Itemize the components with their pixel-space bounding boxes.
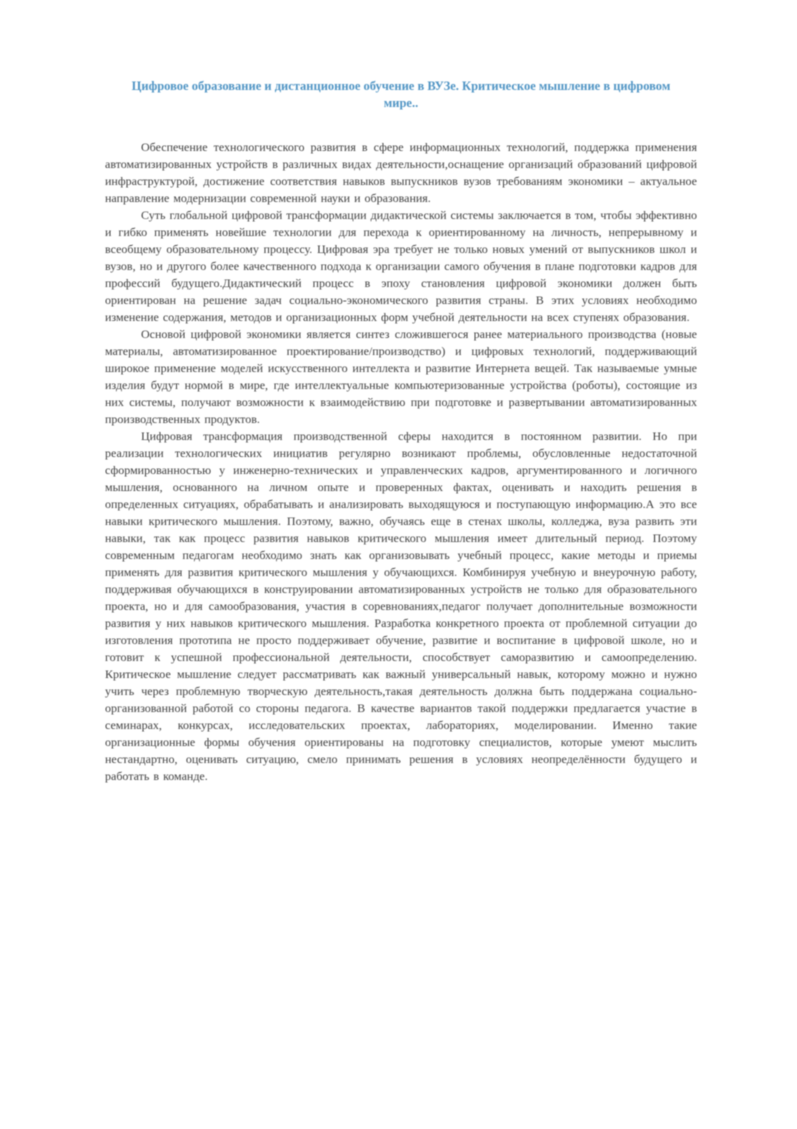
paragraph: Обеспечение технологического развития в сфере информационных технологий, поддержка применения автоматизированных устройств в различных видах деятельности,оснащение организаций образований цифровой инфраструктурой, достижение соответствия навыков выпускников вузов требованиям экономики – актуальное направление модернизации современной науки и образования. (105, 140, 697, 205)
document-title: Цифровое образование и дистанционное обучение в ВУЗе. Критическое мышление в цифровом мире.. (131, 79, 671, 110)
paragraph: Цифровая трансформация производственной сферы находится в постоянном развитии. Но при реализации технологических инициатив регулярно возникают проблемы, обусловленные недостаточной сформированностью у инженерно-технических и управленческих кадров, аргументированного и логичного мышления, основанного на личном опыте и проверенных фактах, оценивать и находить решения в определенных ситуациях, обрабатывать и анализировать выходящуюся и поступающую информацию.А это все навыки критического мышления. Поэтому, важно, обучаясь еще в стенах школы, колледжа, вуза развить эти навыки, так как процесс развития навыков критического мышления имеет длительный период. Поэтому современным педагогам необходимо знать как организовывать учебный процесс, какие методы и приемы применять для развития критического мышления у обучающихся. Комбинируя учебную и внеурочную работу, поддерживая обучающихся в конструировании автоматизированных устройств не только для образовательного проекта, но и для самообразования, участия в соревнованиях,педагог получает дополнительные возможности развития у них навыков критического мышления. Разработка конкретного проекта от проблемной ситуации до изготовления прототипа не просто поддерживает обучение, развитие и воспитание в цифровой школе, но и готовит к успешной профессиональной деятельности, способствует саморазвитию и самоопределению. Критическое мышление следует рассматривать как важный универсальный навык, которому можно и нужно учить через проблемную творческую деятельность,такая деятельность должна быть поддержана социально-организованной работой со стороны педагога. В качестве вариантов такой поддержки предлагается участие в семинарах, конкурсах, исследовательских проектах, лабораториях, моделировании. Именно такие организационные формы обучения ориентированы на подготовку специалистов, которые умеют мыслить нестандартно, оценивать ситуацию, смело принимать решения в условиях неопределённости будущего и работать в команде. (105, 429, 697, 783)
document-content (105, 78, 697, 785)
paragraph: Суть глобальной цифровой трансформации дидактической системы заключается в том, чтобы эффективно и гибко применять новейшие технологии для перехода к ориентированному на личность, непрерывному и всеобщему образовательному процессу. Цифровая эра требует не только новых умений от выпускников школ и вузов, но и другого более качественного подхода к организации самого обучения в плане подготовки кадров для профессий будущего.Дидактический процесс в эпоху становления цифровой экономики должен быть ориентирован на решение задач социально-экономического развития страны. В этих условиях необходимо изменение содержания, методов и организационных форм учебной деятельности на всех ступенях образования. (105, 208, 697, 324)
paragraph: Основой цифровой экономики является синтез сложившегося ранее материального производства (новые материалы, автоматизированное проектирование/производство) и цифровых технологий, поддерживающий широкое применение моделей искусственного интеллекта и развитие Интернета вещей. Так называемые умные изделия будут нормой в мире, где интеллектуальные компьютеризованные устройства (роботы), состоящие из них системы, получают возможности к взаимодействию при подготовке и развертывании автоматизированных производственных продуктов. (105, 327, 697, 426)
